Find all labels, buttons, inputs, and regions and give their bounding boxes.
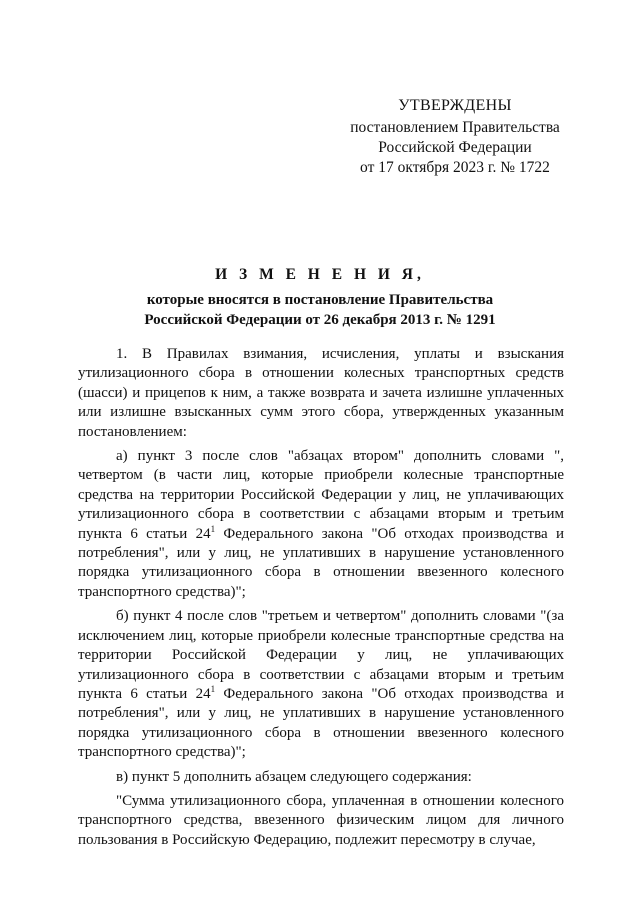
paragraph-c: в) пункт 5 дополнить абзацем следующего содержания:: [116, 768, 472, 785]
paragraph-b: [78, 607, 564, 762]
paragraph-a-end: Федерального закона "Об отходах производства и потребления", или у лиц, не уплативших в нарушение установленного порядка утилизационного сбора в отношении ввезенного колесного транспортного средства)";: [78, 525, 564, 600]
document-title: И З М Е Н Е Н И Я,: [215, 266, 425, 283]
subtitle-line-2: Российской Федерации от 26 декабря 2013 г. № 1291: [144, 312, 496, 328]
paragraph-d: "Сумма утилизационного сбора, уплаченная в отношении колесного транспортного средства, ввезенного физическим лицом для личного пользования в Российскую Федерацию, подлежит пересмотру в случае,: [78, 792, 564, 848]
approval-line-1: постановлением Правительства: [350, 119, 560, 136]
subtitle-line-1: которые вносятся в постановление Правительства: [146, 292, 494, 308]
paragraph-a-superscript: 1: [210, 523, 216, 534]
paragraph-b-superscript: 1: [210, 683, 216, 694]
paragraph-b-start: б) пункт 4 после слов "третьем и четвертом" дополнить словами "(за исключением лиц, которые приобрели колесные транспортные средства на территории Российской Федерации у лиц, не уплачивающих утилизационного сбора в соответствии с абзацами вторым и третьим пункта 6 статьи 24: [78, 608, 564, 702]
document-subtitle: [0, 290, 640, 330]
paragraph-a-start: а) пункт 3 после слов "абзацах втором" дополнить словами ", четвертом (в части лиц, которые приобрели колесные транспортные средства на территории Российской Федерации у лиц, не уплачивающих утилизационного сбора в соответствии с абзацами вторым и третьим пункта 6 статьи 24: [78, 448, 564, 542]
paragraph-b-end: Федерального закона "Об отходах производства и потребления", или у лиц, не уплативших в нарушение установленного порядка утилизационного сбора в отношении ввезенного колесного транспортного средства)";: [78, 685, 564, 761]
approval-line-2: Российской Федерации: [378, 139, 532, 156]
approval-block: [330, 96, 580, 178]
paragraph-a: [78, 447, 564, 602]
approval-line-3: от 17 октября 2023 г. № 1722: [360, 159, 550, 176]
document-body: [78, 345, 564, 855]
paragraph-1: 1. В Правилах взимания, исчисления, уплаты и взыскания утилизационного сбора в отношении колесных транспортных средств (шасси) и прицепов к ним, а также возврата и зачета излишне уплаченных или излишне взысканных сумм этого сбора, утвержденных указанным постановлением:: [78, 346, 564, 440]
approval-heading: УТВЕРЖДЕНЫ: [398, 97, 512, 114]
